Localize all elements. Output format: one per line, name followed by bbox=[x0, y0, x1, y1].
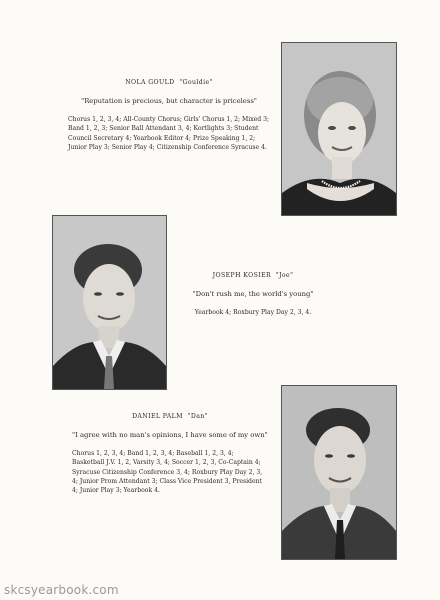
student-activities: Yearbook 4; Roxbury Play Day 2, 3, 4. bbox=[194, 309, 312, 316]
student-photo-joseph-kosier bbox=[52, 215, 167, 390]
student-nickname: "Dan" bbox=[187, 413, 208, 420]
student-entry-nola-gould bbox=[68, 78, 270, 152]
student-activities: Chorus 1, 2, 3, 4; Band 1, 2, 3, 4; Baseball 1, 2, 3, 4; Basketball J.V. 1, 2, Varsity 3, 4; Soccer 1, 2, 3, Co-Captain 4; Syracuse Citizenship Conference 3, 4; Roxbury Play Day 2, 3, 4; Junior Prom Attendant 3; Class Vice President 3, President 4; Junior Play 3; Yearbook 4. bbox=[72, 450, 263, 495]
student-nickname: "Gouldie" bbox=[179, 79, 213, 86]
student-quote: "Don't rush me, the world's young" bbox=[192, 289, 314, 298]
student-entry-daniel-palm bbox=[72, 412, 268, 495]
student-quote: "Reputation is precious, but character is priceless" bbox=[81, 96, 257, 105]
student-name: NOLA GOULD bbox=[125, 79, 175, 86]
student-photo-daniel-palm bbox=[281, 385, 397, 560]
student-nickname: "Joe" bbox=[275, 272, 294, 279]
student-name-line bbox=[68, 78, 270, 88]
student-activities: Chorus 1, 2, 3, 4; All-County Chorus; Girls' Chorus 1, 2; Mixed 3; Band 1, 2, 3; Senior Ball Attendant 3, 4; Kortlights 3; Student Council Secretary 4; Yearbook Editor 4; Prize Speaking 1, 2; Junior Play 3; Senior Play 4; Citizenship Conference Syracuse 4. bbox=[68, 116, 270, 151]
student-photo-nola-gould bbox=[281, 42, 397, 216]
site-watermark: skcsyearbook.com bbox=[4, 583, 119, 597]
student-name-line bbox=[72, 412, 268, 422]
student-name: JOSEPH KOSIER bbox=[212, 272, 272, 279]
student-name-line bbox=[178, 271, 328, 281]
student-quote: "I agree with no man's opinions, I have some of my own" bbox=[72, 430, 268, 439]
student-entry-joseph-kosier bbox=[178, 271, 328, 317]
student-name: DANIEL PALM bbox=[132, 413, 183, 420]
